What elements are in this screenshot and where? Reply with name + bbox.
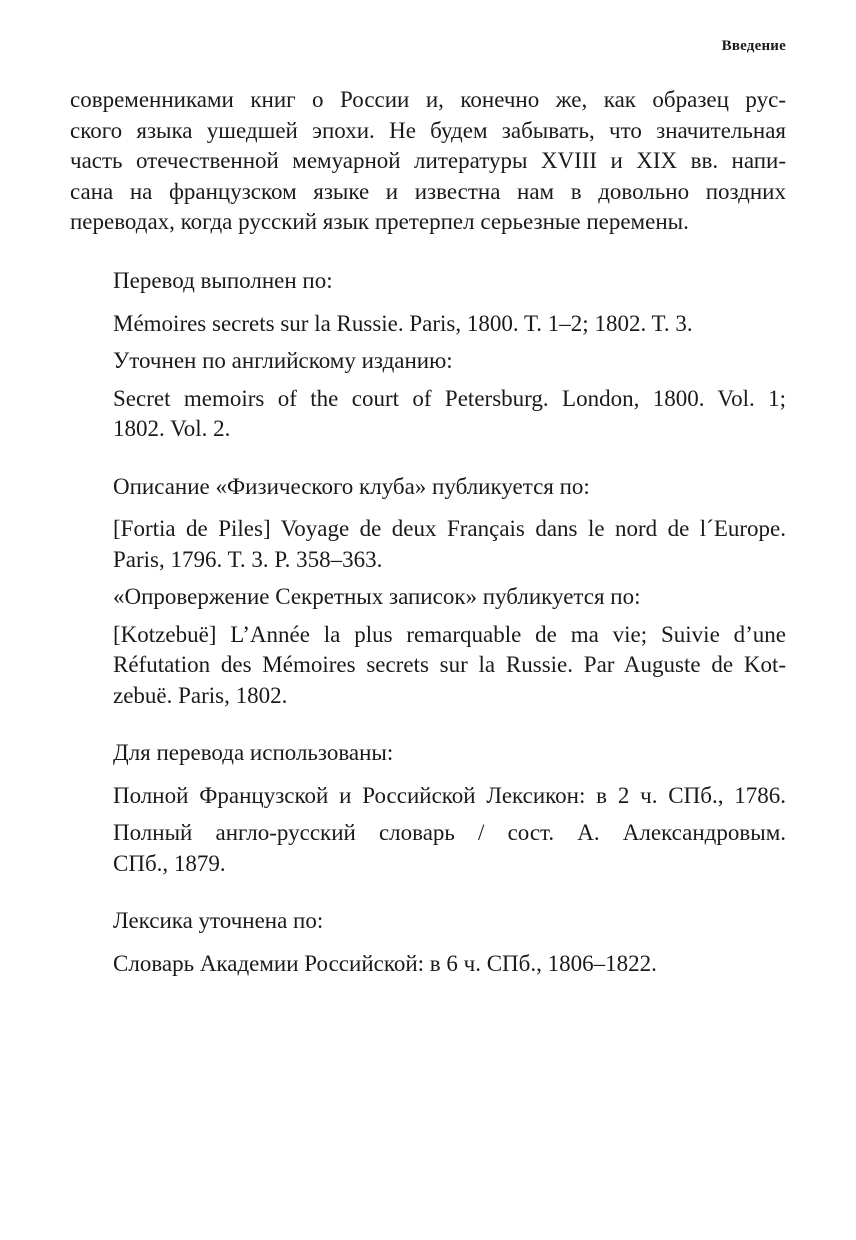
refutation-entry-line: [Kotzebuë] L’Année la plus remarquable de ma vie; Suivie d’une	[113, 621, 786, 647]
physical-club-entry-line: [Fortia de Piles] Voyage de deux Français dans le nord de l´Europe.	[113, 516, 786, 541]
intro-line: ского языка ушедшей эпохи. Не будем забывать, что значительная	[70, 117, 786, 143]
source-label	[113, 472, 786, 503]
refutation-label: «Опровержение Секретных записок» публикуется по:	[113, 584, 641, 609]
translation-basis-label: Перевод выполнен по:	[113, 268, 333, 293]
refined-by-entry-line: 1802. Vol. 2.	[113, 416, 231, 441]
source-label	[113, 582, 786, 613]
intro-paragraph	[70, 85, 786, 238]
source-label	[113, 906, 786, 937]
source-entry	[113, 818, 786, 879]
refutation-entry-line: Réfutation des Mémoires secrets sur la Russie. Par Auguste de Kot-	[113, 652, 786, 677]
intro-line: сана на французском языке и известна нам в довольно поздних	[70, 178, 786, 204]
source-entry	[113, 781, 786, 812]
refutation-entry-line: zebuë. Paris, 1802.	[113, 682, 288, 708]
lexicon-entry: Словарь Академии Российской: в 6 ч. СПб., 1806–1822.	[113, 950, 657, 976]
dictionaries-entry-1: Полной Французской и Российской Лексикон: в 2 ч. СПб., 1786.	[113, 782, 786, 808]
dictionaries-entry-2-line: Полный англо-русский словарь / сост. А. Александровым.	[113, 820, 786, 845]
intro-line: переводах, когда русский язык претерпел серьезные перемены.	[70, 209, 689, 234]
source-label	[113, 738, 786, 769]
refined-by-label: Уточнен по английскому изданию:	[113, 348, 453, 373]
source-entry	[113, 309, 786, 340]
source-entry	[113, 949, 786, 980]
sources-section	[113, 266, 786, 979]
source-label	[113, 266, 786, 297]
dictionaries-entry-2-line: СПб., 1879.	[113, 850, 226, 876]
source-entry	[113, 384, 786, 445]
source-entry	[113, 514, 786, 575]
intro-line: часть отечественной мемуарной литературы XVIII и XIX вв. напи-	[70, 148, 786, 173]
translation-basis-entry: Mémoires secrets sur la Russie. Paris, 1800. T. 1–2; 1802. T. 3.	[113, 310, 693, 336]
lexicon-label: Лексика уточнена по:	[113, 908, 324, 933]
running-head: Введение	[721, 38, 786, 54]
intro-line: современниками книг о России и, конечно же, как образец рус-	[70, 87, 786, 112]
physical-club-entry-line: Paris, 1796. T. 3. P. 358–363.	[113, 546, 383, 572]
dictionaries-label: Для перевода использованы:	[113, 740, 394, 765]
refined-by-entry-line: Secret memoirs of the court of Petersburg. London, 1800. Vol. 1;	[113, 385, 786, 411]
source-label	[113, 346, 786, 377]
physical-club-label: Описание «Физического клуба» публикуется по:	[113, 473, 590, 499]
source-entry	[113, 620, 786, 712]
